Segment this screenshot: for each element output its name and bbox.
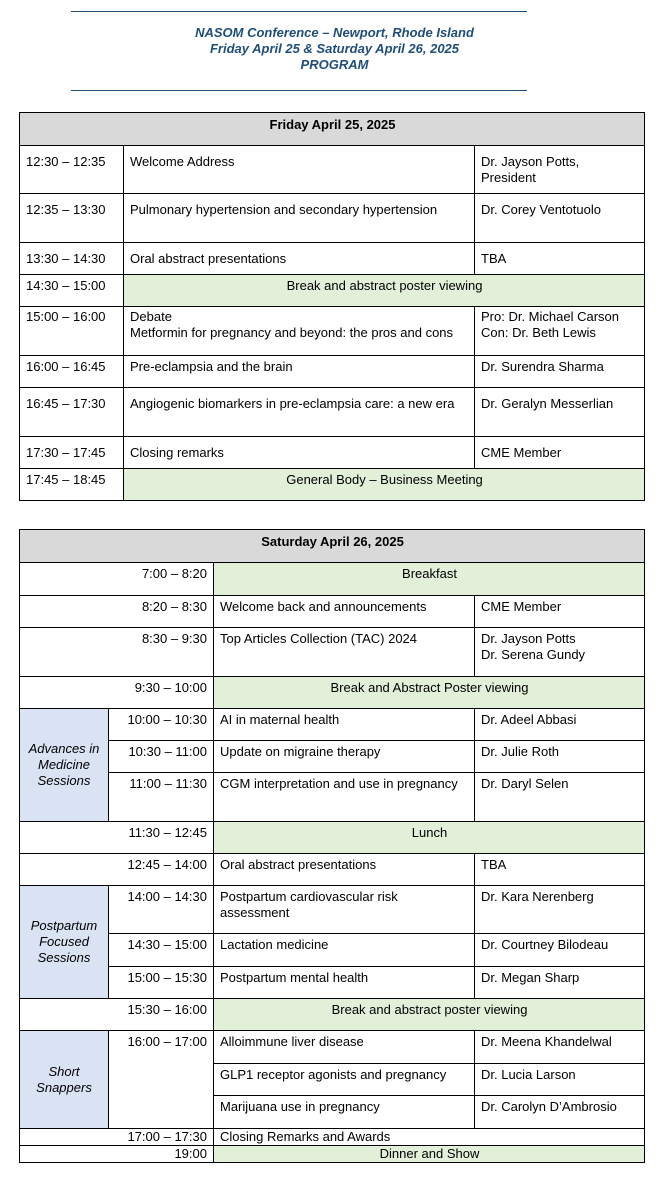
speaker-cell: Dr. Megan Sharp xyxy=(475,967,645,999)
table-row xyxy=(20,741,645,773)
time-cell: 10:30 – 11:00 xyxy=(109,741,214,773)
dinner-cell: Dinner and Show xyxy=(214,1146,645,1163)
time-cell: 17:30 – 17:45 xyxy=(20,437,124,469)
topic-cell: Oral abstract presentations xyxy=(214,854,475,886)
topic-cell: Update on migraine therapy xyxy=(214,741,475,773)
table-row xyxy=(20,307,645,356)
bottom-rule xyxy=(71,90,527,91)
speaker-cell: Dr. Adeel Abbasi xyxy=(475,709,645,741)
time-cell: 9:30 – 10:00 xyxy=(20,677,214,709)
topic-cell xyxy=(124,307,475,356)
time-cell: 12:35 – 13:30 xyxy=(20,194,124,243)
table-row xyxy=(20,469,645,501)
topic-cell: Closing remarks xyxy=(124,437,475,469)
top-rule xyxy=(71,11,527,12)
pro-speaker: Pro: Dr. Michael Carson xyxy=(481,309,619,324)
time-cell: 8:20 – 8:30 xyxy=(20,596,214,628)
time-cell: 14:30 – 15:00 xyxy=(109,934,214,967)
speaker-cell: Dr. Geralyn Messerlian xyxy=(475,388,645,437)
topic-cell: Postpartum mental health xyxy=(214,967,475,999)
con-speaker: Con: Dr. Beth Lewis xyxy=(481,325,596,340)
table-row xyxy=(20,194,645,243)
saturday-header-row xyxy=(20,530,645,563)
table-row xyxy=(20,596,645,628)
conference-dates: Friday April 25 & Saturday April 26, 2025 xyxy=(209,41,460,56)
time-cell: 16:00 – 17:00 xyxy=(109,1031,214,1129)
friday-header-row xyxy=(20,113,645,146)
session-short-snappers: Short Snappers xyxy=(20,1031,109,1129)
speaker-cell: CME Member xyxy=(475,437,645,469)
table-row xyxy=(20,275,645,307)
table-row xyxy=(20,1031,645,1064)
time-cell: 17:00 – 17:30 xyxy=(20,1129,214,1146)
time-cell: 17:45 – 18:45 xyxy=(20,469,124,501)
topic-cell: AI in maternal health xyxy=(214,709,475,741)
table-row xyxy=(20,677,645,709)
break-cell: Break and abstract poster viewing xyxy=(214,999,645,1031)
saturday-schedule-table xyxy=(19,529,645,1163)
topic-cell: Alloimmune liver disease xyxy=(214,1031,475,1064)
topic-cell: Pulmonary hypertension and secondary hypertension xyxy=(124,194,475,243)
time-cell: 15:00 – 15:30 xyxy=(109,967,214,999)
topic-cell: Marijuana use in pregnancy xyxy=(214,1096,475,1129)
topic-cell: Top Articles Collection (TAC) 2024 xyxy=(214,628,475,677)
time-cell: 10:00 – 10:30 xyxy=(109,709,214,741)
table-row xyxy=(20,1129,645,1146)
speaker-cell: Dr. Surendra Sharma xyxy=(475,356,645,388)
speaker-cell: Dr. Meena Khandelwal xyxy=(475,1031,645,1064)
break-cell: Break and abstract poster viewing xyxy=(124,275,645,307)
topic-cell: CGM interpretation and use in pregnancy xyxy=(214,773,475,822)
table-row xyxy=(20,1146,645,1163)
topic-cell: Angiogenic biomarkers in pre-eclampsia care: a new era xyxy=(124,388,475,437)
speaker-cell xyxy=(475,628,645,677)
time-cell: 16:00 – 16:45 xyxy=(20,356,124,388)
speaker-cell: Dr. Kara Nerenberg xyxy=(475,886,645,934)
breakfast-cell: Breakfast xyxy=(214,563,645,596)
session-advances-in-medicine: Advances in Medicine Sessions xyxy=(20,709,109,822)
time-cell: 13:30 – 14:30 xyxy=(20,243,124,275)
time-cell: 19:00 xyxy=(20,1146,214,1163)
time-cell: 15:00 – 16:00 xyxy=(20,307,124,356)
speaker-cell: Dr. Lucia Larson xyxy=(475,1064,645,1096)
topic-cell: Welcome Address xyxy=(124,146,475,194)
table-row xyxy=(20,854,645,886)
table-row xyxy=(20,628,645,677)
speaker-name: Dr. Jayson Potts xyxy=(481,631,576,646)
lunch-cell: Lunch xyxy=(214,822,645,854)
table-row xyxy=(20,999,645,1031)
speaker-cell: Dr. Corey Ventotuolo xyxy=(475,194,645,243)
time-cell: 11:30 – 12:45 xyxy=(20,822,214,854)
topic-cell: Postpartum cardiovascular risk assessment xyxy=(214,886,475,934)
table-row xyxy=(20,822,645,854)
topic-cell: GLP1 receptor agonists and pregnancy xyxy=(214,1064,475,1096)
table-row xyxy=(20,886,645,934)
speaker-cell: CME Member xyxy=(475,596,645,628)
debate-title: Metformin for pregnancy and beyond: the pros and cons xyxy=(130,325,454,340)
table-row xyxy=(20,356,645,388)
topic-cell: Oral abstract presentations xyxy=(124,243,475,275)
time-cell: 16:45 – 17:30 xyxy=(20,388,124,437)
friday-schedule-table xyxy=(19,112,645,501)
speaker-name: Dr. Jayson Potts, xyxy=(481,154,580,169)
table-row xyxy=(20,773,645,822)
table-row xyxy=(20,437,645,469)
program-heading: PROGRAM xyxy=(300,57,369,72)
friday-title: Friday April 25, 2025 xyxy=(20,113,645,146)
business-meeting-cell: General Body – Business Meeting xyxy=(124,469,645,501)
table-row xyxy=(20,388,645,437)
time-cell: 8:30 – 9:30 xyxy=(20,628,214,677)
speaker-cell: Dr. Courtney Bilodeau xyxy=(475,934,645,967)
table-row xyxy=(20,967,645,999)
speaker-role: President xyxy=(481,170,536,185)
speaker-cell: TBA xyxy=(475,854,645,886)
table-row xyxy=(20,146,645,194)
table-row xyxy=(20,243,645,275)
session-postpartum-focused: Postpartum Focused Sessions xyxy=(20,886,109,999)
table-row xyxy=(20,563,645,596)
time-cell: 14:00 – 14:30 xyxy=(109,886,214,934)
topic-cell: Closing Remarks and Awards xyxy=(214,1129,645,1146)
topic-cell: Welcome back and announcements xyxy=(214,596,475,628)
time-cell: 15:30 – 16:00 xyxy=(20,999,214,1031)
debate-label: Debate xyxy=(130,309,172,324)
speaker-cell: Dr. Daryl Selen xyxy=(475,773,645,822)
time-cell: 12:30 – 12:35 xyxy=(20,146,124,194)
speaker-cell xyxy=(475,146,645,194)
topic-cell: Pre-eclampsia and the brain xyxy=(124,356,475,388)
speaker-name: Dr. Serena Gundy xyxy=(481,647,586,662)
speaker-cell: Dr. Julie Roth xyxy=(475,741,645,773)
time-cell: 7:00 – 8:20 xyxy=(20,563,214,596)
time-cell: 12:45 – 14:00 xyxy=(20,854,214,886)
table-row xyxy=(20,934,645,967)
topic-cell: Lactation medicine xyxy=(214,934,475,967)
time-cell: 11:00 – 11:30 xyxy=(109,773,214,822)
saturday-title: Saturday April 26, 2025 xyxy=(20,530,645,563)
conference-title: NASOM Conference – Newport, Rhode Island xyxy=(195,25,474,40)
speaker-cell xyxy=(475,307,645,356)
time-cell: 14:30 – 15:00 xyxy=(20,275,124,307)
table-row xyxy=(20,709,645,741)
speaker-cell: TBA xyxy=(475,243,645,275)
speaker-cell: Dr. Carolyn D’Ambrosio xyxy=(475,1096,645,1129)
break-cell: Break and Abstract Poster viewing xyxy=(214,677,645,709)
